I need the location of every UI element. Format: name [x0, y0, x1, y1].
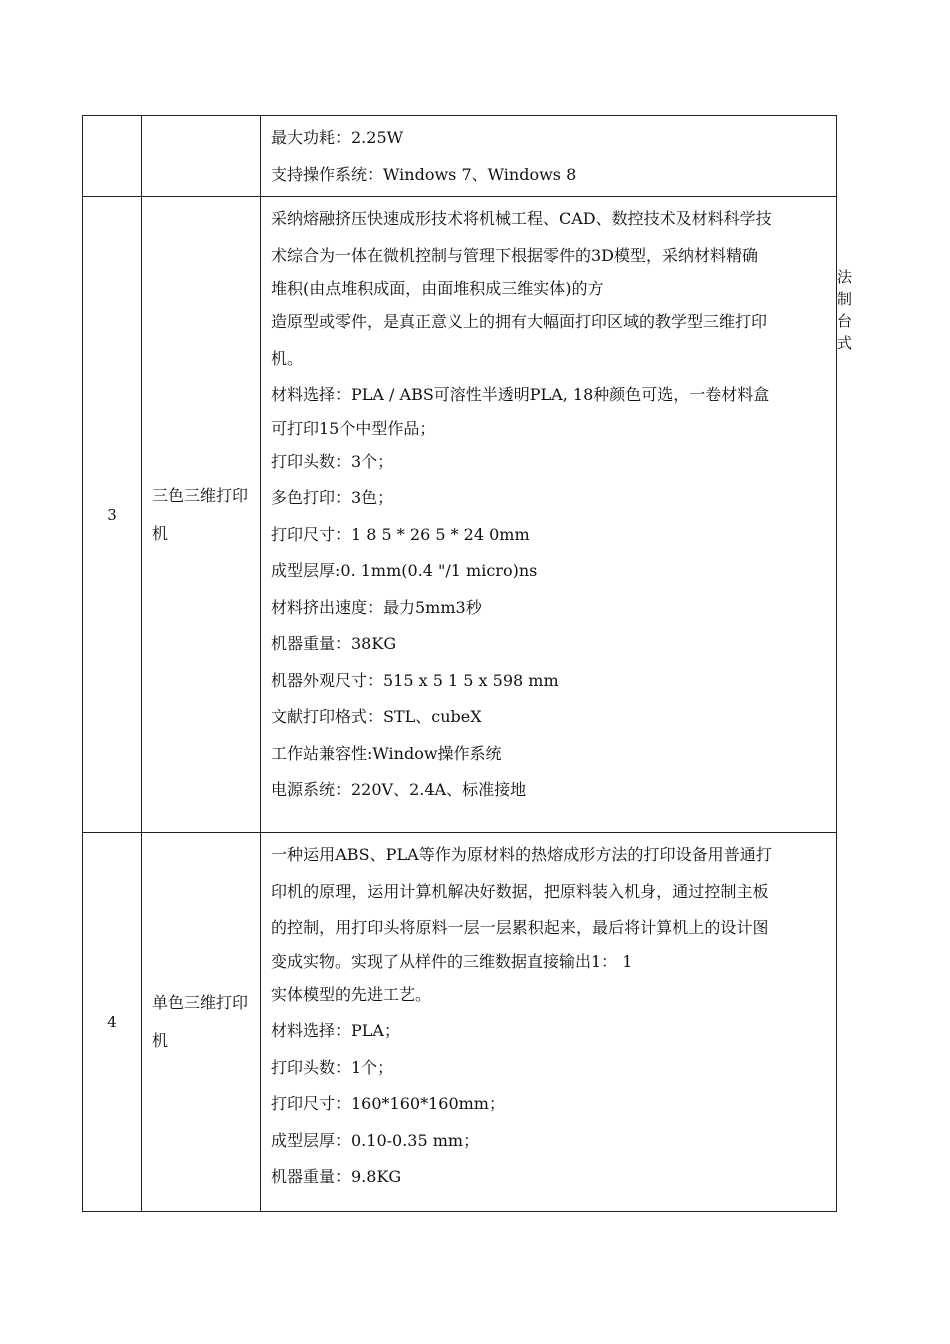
row-number: 3: [83, 197, 142, 833]
spec-line: 机。: [271, 348, 304, 368]
row-number: [83, 116, 142, 197]
side-note-char: 法: [837, 268, 853, 286]
spec-description: [261, 833, 837, 1212]
side-note: [837, 266, 857, 354]
equipment-name: [142, 116, 261, 197]
spec-line: 材料挤出速度：最力5mm3秒: [271, 597, 482, 617]
spec-line: 机器重量：9.8KG: [271, 1167, 402, 1186]
equipment-name: 三色三维打印机: [142, 197, 261, 833]
spec-line: 工作站兼容性:Window操作系统: [271, 743, 502, 763]
spec-line: 成型层厚:0. 1mm(0.4 "/1 micro)ns: [271, 561, 538, 580]
spec-line: 材料选择：PLA；: [271, 1021, 400, 1040]
spec-line: 打印尺寸：160*160*160mm；: [271, 1094, 505, 1113]
table-row: [83, 197, 837, 833]
spec-line: 一种运用ABS、PLA等作为原材料的热熔成形方法的打印设备用普通打: [271, 845, 772, 864]
table-row: [83, 116, 837, 197]
spec-line: 可打印15个中型作品；: [271, 418, 436, 438]
spec-line: 支持操作系统：Windows 7、Windows 8: [271, 164, 577, 184]
spec-line: 文献打印格式：STL、cubeX: [271, 707, 482, 726]
spec-line: 术综合为一体在微机控制与管理下根据零件的3D模型，采纳材料精确: [271, 245, 759, 265]
spec-line: 打印头数：3个；: [271, 451, 394, 471]
side-note-char: 式: [837, 334, 853, 352]
spec-line: 机器重量：38KG: [271, 634, 397, 653]
spec-description: [261, 197, 837, 833]
spec-line: 成型层厚：0.10-0.35 mm；: [271, 1130, 480, 1150]
spec-line: 多色打印：3色；: [271, 488, 394, 507]
spec-line: 材料选择：PLA / ABS可溶性半透明PLA, 18种颜色可选，一卷材料盒: [271, 385, 770, 404]
spec-table: [82, 115, 837, 1212]
spec-line: 变成实物。实现了从样件的三维数据直接输出1： 1: [271, 951, 633, 971]
spec-line: 的控制，用打印头将原料一层一层累积起来，最后将计算机上的设计图: [271, 918, 769, 937]
side-note-char: 制: [837, 290, 853, 308]
row-number: 4: [83, 833, 142, 1212]
side-note-char: 台: [837, 312, 853, 330]
spec-line: 打印头数：1个；: [271, 1057, 394, 1077]
spec-line: 电源系统：220V、2.4A、标准接地: [271, 780, 527, 799]
table-row: [83, 833, 837, 1212]
spec-line: 印机的原理，运用计算机解决好数据，把原料装入机身，通过控制主板: [271, 881, 769, 901]
spec-line: 机器外观尺寸：515 x 5 1 5 x 598 mm: [271, 670, 559, 690]
spec-line: 造原型或零件，是真正意义上的拥有大幅面打印区域的教学型三维打印: [271, 312, 768, 331]
spec-line: 打印尺寸：1 8 5 * 26 5 * 24 0mm: [271, 524, 530, 544]
spec-line: 堆积(由点堆积成面，由面堆积成三维实体)的方: [271, 279, 604, 298]
spec-line: 采纳熔融挤压快速成形技术将机械工程、CAD、数控技术及材料科学技: [271, 209, 772, 228]
equipment-name: 单色三维打印机: [142, 833, 261, 1212]
spec-description: [261, 116, 837, 197]
spec-line: 实体模型的先进工艺。: [271, 984, 432, 1004]
spec-line: 最大功耗：2.25W: [271, 128, 404, 147]
